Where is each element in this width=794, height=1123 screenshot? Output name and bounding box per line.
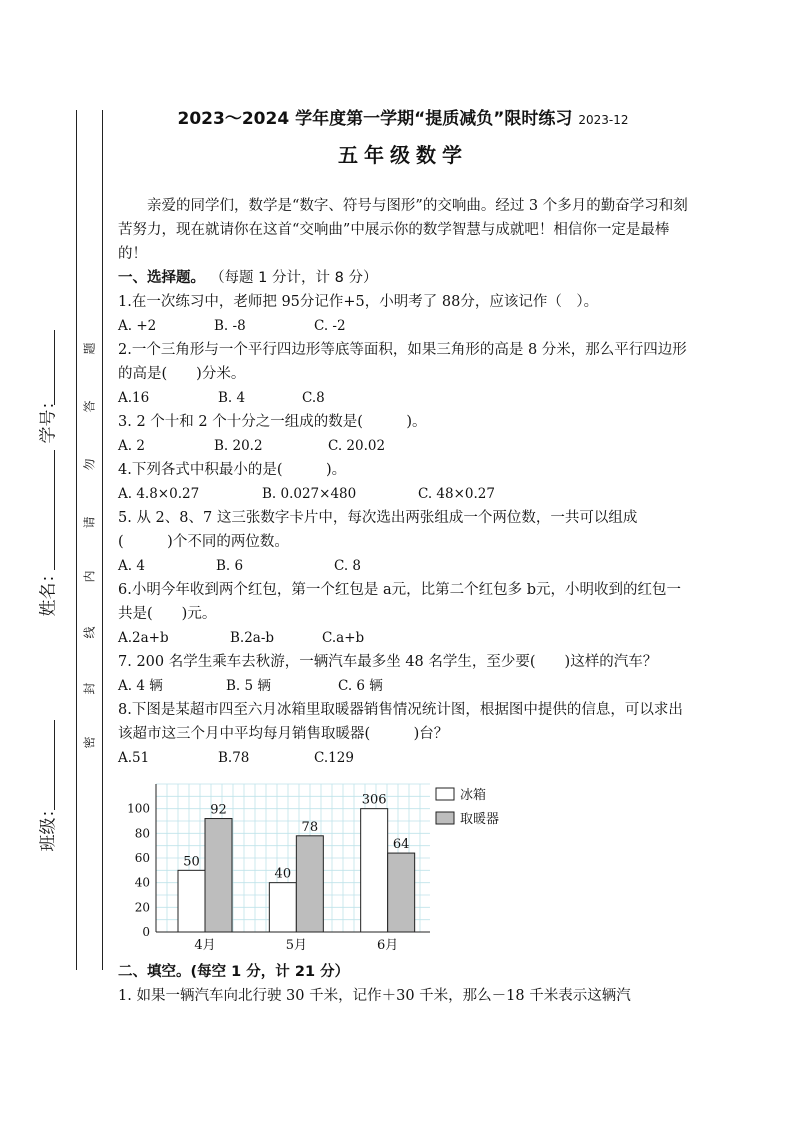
chart-svg [118, 780, 518, 960]
binding-margin [0, 0, 110, 1123]
legend-label: 取暖器 [460, 812, 500, 827]
option-c: C.129 [314, 750, 354, 766]
option-c: C. 8 [334, 558, 362, 574]
bar [361, 809, 388, 932]
section-1-title: 一、选择题。 [118, 270, 205, 286]
y-tick-label: 0 [142, 925, 150, 939]
option-a: A. +2 [118, 318, 157, 334]
question-options [118, 746, 688, 770]
y-tick-label: 20 [134, 900, 150, 915]
name-label: 姓名： [38, 565, 59, 617]
question-options [118, 386, 688, 410]
bar [205, 819, 232, 932]
option-b: B. 5 辆 [226, 678, 271, 694]
sales-bar-chart [118, 780, 518, 960]
question-text: 1. 如果一辆汽车向北行驶 30 千米，记作＋30 千米，那么－18 千米表示这辆汽 [118, 988, 631, 1004]
option-b: B.78 [218, 750, 250, 766]
bar-value-label: 64 [392, 837, 410, 853]
bar-value-label: 306 [361, 792, 387, 808]
seal-char: 封 [82, 682, 97, 695]
class-underline[interactable] [54, 720, 55, 810]
x-tick-label: 6月 [377, 938, 399, 953]
option-a: A.16 [118, 390, 150, 406]
question-text: 5. 从 2、8、7 这三张数字卡片中，每次选出两张组成一个两位数，一共可以组成( )个不同的两位数。 [118, 510, 638, 550]
option-a: A. 4.8×0.27 [118, 486, 200, 502]
option-c: C. 48×0.27 [418, 486, 495, 502]
bar [269, 883, 296, 932]
option-a: A.51 [118, 750, 150, 766]
exam-date: 2023-12 [578, 113, 629, 127]
question-options [118, 674, 688, 698]
question-options [118, 554, 688, 578]
question-options [118, 434, 688, 458]
option-a: A.2a+b [118, 630, 169, 646]
question-options [118, 314, 688, 338]
option-b: B. 6 [216, 558, 244, 574]
question-text: 6.小明今年收到两个红包，第一个红包是 a元，比第二个红包多 b元，小明收到的红包一共是( )元。 [118, 582, 681, 622]
name-field [36, 450, 62, 630]
seal-char: 密 [82, 736, 97, 749]
binding-line-inner [102, 110, 103, 970]
seal-char: 内 [82, 570, 97, 583]
question-text: 4.下列各式中积最小的是( )。 [118, 462, 347, 478]
bar [388, 853, 415, 932]
question-text: 8.下图是某超市四至六月冰箱里取暖器销售情况统计图，根据图中提供的信息，可以求出该超市这三个月中平均每月销售取暖器( )台？ [118, 702, 683, 742]
exam-subtitle: 五年级数学 [338, 143, 468, 167]
question-text: 3. 2 个十和 2 个十分之一组成的数是( )。 [118, 414, 427, 430]
section-2-title: 二、填空。(每空 1 分，计 21 分） [118, 964, 350, 980]
section-1-heading [118, 266, 688, 290]
bar [296, 836, 323, 932]
option-c: C. -2 [314, 318, 346, 334]
intro-paragraph: 亲爱的同学们，数学是“数字、符号与图形”的交响曲。经过 3 个多月的勤奋学习和刻苦努力，现在就请你在这首“交响曲”中展示你的数学智慧与成就吧！相信你一定是最棒的！ [118, 198, 688, 262]
option-b: B.2a-b [230, 630, 275, 646]
exam-title [118, 104, 688, 129]
seal-char: 请 [82, 516, 97, 529]
y-tick-label: 100 [127, 801, 150, 816]
y-tick-label: 40 [134, 875, 150, 890]
bar-value-label: 50 [183, 854, 200, 870]
option-a: A. 4 [118, 558, 145, 574]
x-tick-label: 5月 [285, 938, 307, 953]
binding-line-outer [76, 110, 77, 970]
option-b: B. 4 [218, 390, 246, 406]
bar-value-label: 78 [301, 819, 319, 835]
seal-char: 题 [82, 342, 97, 355]
legend-label: 冰箱 [460, 788, 487, 803]
option-c: C. 20.02 [328, 438, 386, 454]
class-label: 班级： [38, 800, 59, 852]
question-text: 2.一个三角形与一个平行四边形等底等面积，如果三角形的高是 8 分米，那么平行四边形的高是( )分米。 [118, 342, 687, 382]
question-options [118, 482, 688, 506]
student-id-field [36, 330, 62, 460]
seal-char: 线 [82, 626, 97, 639]
x-tick-label: 4月 [194, 938, 216, 953]
option-a: A. 2 [118, 438, 145, 454]
legend-swatch [436, 812, 454, 824]
student-id-label: 学号： [38, 392, 59, 444]
question-text: 1.在一次练习中，老师把 95分记作+5，小明考了 88分，应该记作（ ）。 [118, 294, 599, 310]
bar-value-label: 40 [274, 866, 292, 882]
seal-char: 勿 [82, 458, 97, 471]
section-2 [118, 960, 698, 1008]
class-field [36, 720, 62, 870]
option-c: C.a+b [322, 630, 365, 646]
exam-page [118, 100, 688, 770]
option-b: B. 20.2 [214, 438, 263, 454]
bar [178, 870, 205, 932]
seal-char: 答 [82, 400, 97, 413]
option-c: C. 6 辆 [338, 678, 383, 694]
option-a: A. 4 辆 [118, 678, 163, 694]
option-b: B. -8 [214, 318, 246, 334]
y-tick-label: 60 [134, 851, 150, 865]
y-tick-label: 80 [134, 826, 150, 841]
option-b: B. 0.027×480 [262, 486, 357, 502]
question-list [118, 290, 688, 770]
question-options [118, 626, 688, 650]
section-1-note: （每题 1 分计，计 8 分） [210, 270, 378, 286]
legend-swatch [436, 788, 454, 800]
question-text: 7. 200 名学生乘车去秋游，一辆汽车最多坐 48 名学生，至少要( )这样的汽车？ [118, 654, 658, 670]
bar-value-label: 92 [210, 802, 227, 818]
option-c: C.8 [302, 390, 325, 406]
name-underline[interactable] [54, 450, 55, 570]
exam-title-text: 2023～2024 学年度第一学期“提质减负”限时练习 [177, 109, 573, 129]
